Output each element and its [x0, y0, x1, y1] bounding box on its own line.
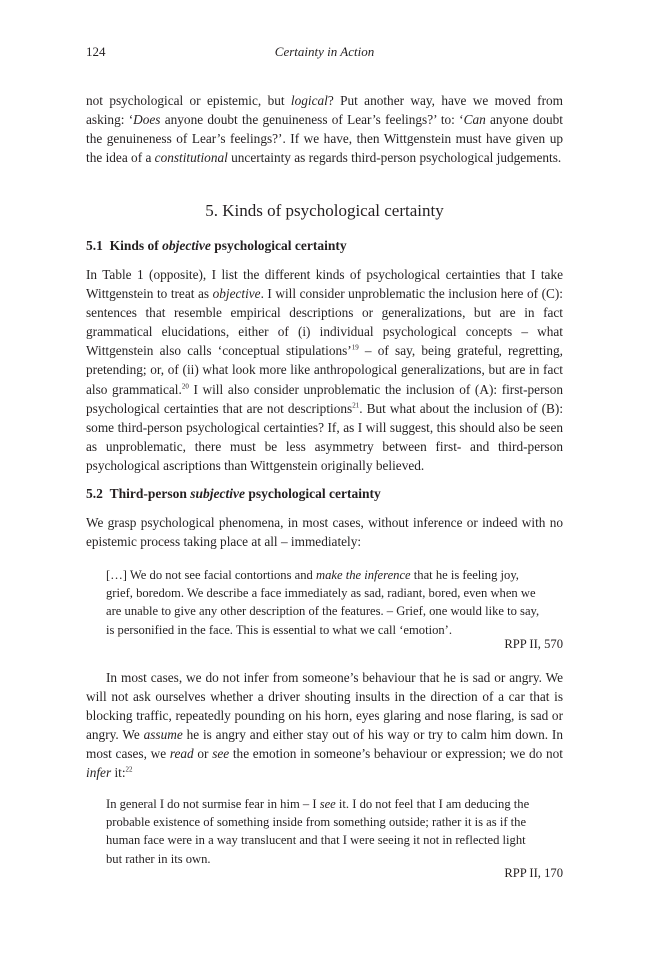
quote-citation: RPP II, 570	[504, 637, 563, 651]
block-quote-rpp-570: […] We do not see facial contortions and make the inference that he is feeling joy, grief, boredom. We describe a face immediately as sad, radiant, bored, even when we are unable to give any other description of the features. – Grief, one would like to say, is personified in the face. This is essential to what we call ‘emotion’.	[106, 568, 540, 637]
running-header	[86, 44, 563, 64]
block-quote-rpp-170: In general I do not surmise fear in him – I see it. I do not feel that I am deducing the probable existence of something inside from something outside; rather it is as if the human face were in a way translucent and that I were seeing it not in reflected light but rather in its own.	[106, 797, 530, 866]
footnote-ref-20: 20	[181, 382, 189, 391]
subsection-heading-5-1: 5.1 Kinds of objective psychological certainty	[86, 238, 347, 253]
section-title: 5. Kinds of psychological certainty	[205, 201, 444, 220]
footnote-ref-22: 22	[125, 766, 133, 775]
running-title: Certainty in Action	[274, 44, 375, 59]
paragraph-table-kinds: In Table 1 (opposite), I list the different kinds of psychological certainties that I take Wittgenstein to treat as objective. I will consider unproblematic the inclusion here of (C): sentences that resemble empirical descriptions or generalizations, but are in fact grammatical elucidations, either of (i) individual psychological concepts – what Wittgenstein also calls ‘conceptual stipulations’$^{19}$ – of say, being grateful, regretting, pretending; or, of (ii) what look more like anthropological generalizations, but are in fact also grammatical.$^{20}$ I will also consider unproblematic the inclusion of (A): first-person psychological certainties that are not descriptions$^{21}$. But what about the inclusion of (B): some third-person psychological certainties? If, as I will suggest, this should also be seen as unproblematic, there must be less asymmetry between first- and third-person psychological ascriptions than Wittgenstein originally believed.	[86, 267, 564, 473]
paragraph-immediate-grasp: We grasp psychological phenomena, in most cases, without inference or indeed with no epistemic process taking place at all – immediately:	[86, 515, 563, 550]
paragraph-no-inference: In most cases, we do not infer from someone’s behaviour that he is sad or angry. We will not ask ourselves whether a driver shouting insults in the direction of a car that is blocking traffic, repeatedly pounding on his horn, eyes glaring and nose flaring, is sad or angry. We assume he is angry and either stay out of his way or try to calm him down. In most cases, we read or see the emotion in someone’s behaviour or expression; we do not infer it:$^{22}$	[86, 670, 564, 781]
quote-citation: RPP II, 170	[504, 866, 563, 880]
page-number: 124	[86, 44, 106, 59]
footnote-ref-21: 21	[352, 401, 360, 410]
subsection-heading-5-2: 5.2 Third-person subjective psychological certainty	[86, 486, 381, 501]
footnote-ref-19: 19	[351, 343, 359, 352]
intro-paragraph: not psychological or epistemic, but logical? Put another way, have we moved from asking: ‘Does anyone doubt the genuineness of Lear’s feelings?’ to: ‘Can anyone doubt the genuineness of Lear’s feelings?’. If we have, then Wittgenstein must have given up the idea of a constitutional uncertainty as regards third-person psychological judgements.	[86, 93, 563, 166]
